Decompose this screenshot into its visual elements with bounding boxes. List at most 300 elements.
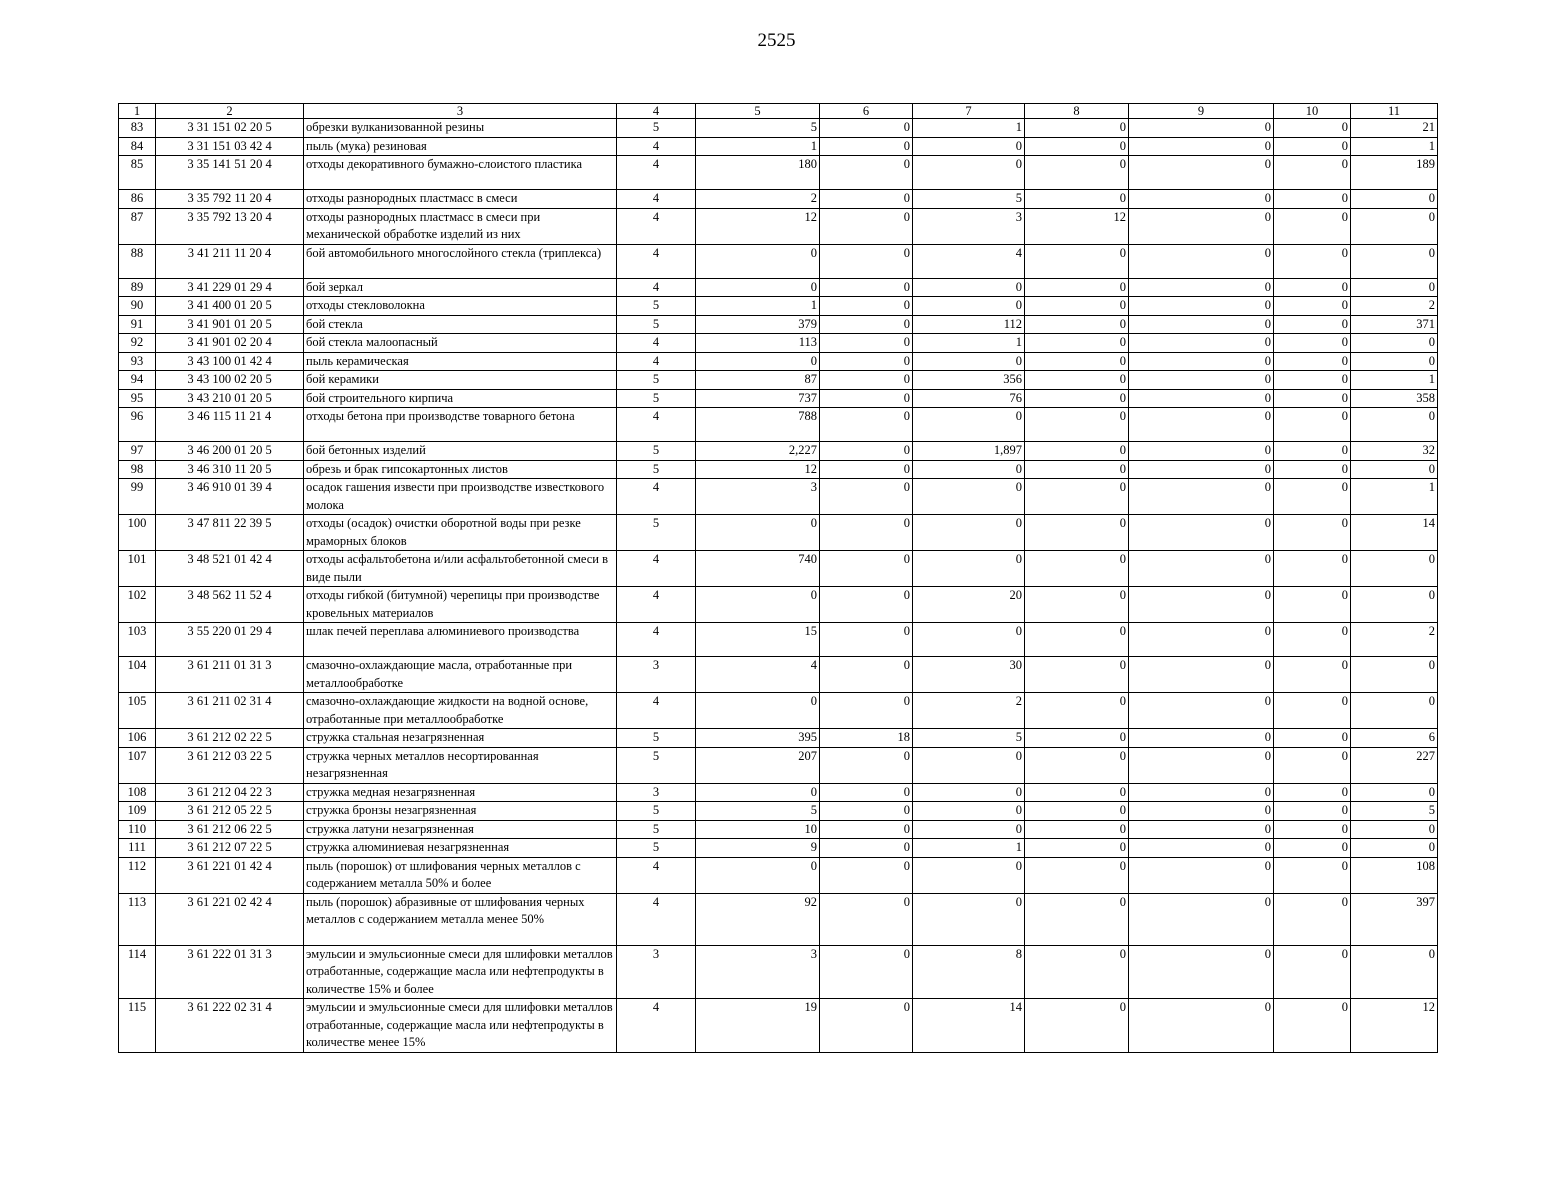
value-cell-9: 0: [1129, 352, 1274, 371]
value-cell-9: 0: [1129, 551, 1274, 587]
waste-name-cell: стружка алюминиевая незагрязненная: [304, 839, 617, 858]
value-cell-7: 14: [913, 999, 1025, 1053]
value-cell-9: 0: [1129, 893, 1274, 945]
value-cell-6: 0: [820, 893, 913, 945]
waste-name-cell: отходы декоративного бумажно-слоистого пластика: [304, 156, 617, 190]
hazard-class-cell: 4: [617, 623, 696, 657]
value-cell-5: 0: [696, 783, 820, 802]
row-number-cell: 111: [119, 839, 156, 858]
waste-name-cell: отходы асфальтобетона и/или асфальтобетонной смеси в виде пыли: [304, 551, 617, 587]
fkko-code-cell: 3 61 221 01 42 4: [156, 857, 304, 893]
value-cell-11: 0: [1351, 460, 1438, 479]
value-cell-8: 0: [1025, 460, 1129, 479]
waste-name-cell: смазочно-охлаждающие жидкости на водной основе, отработанные при металлообработке: [304, 693, 617, 729]
hazard-class-cell: 5: [617, 119, 696, 138]
value-cell-9: 0: [1129, 857, 1274, 893]
value-cell-7: 2: [913, 693, 1025, 729]
value-cell-11: 0: [1351, 945, 1438, 999]
value-cell-10: 0: [1274, 408, 1351, 442]
table-row: [119, 729, 1438, 748]
value-cell-6: 0: [820, 820, 913, 839]
table-row: [119, 190, 1438, 209]
waste-name-cell: бой зеркал: [304, 278, 617, 297]
value-cell-10: 0: [1274, 802, 1351, 821]
table-row: [119, 389, 1438, 408]
value-cell-9: 0: [1129, 747, 1274, 783]
value-cell-7: 0: [913, 137, 1025, 156]
value-cell-7: 5: [913, 729, 1025, 748]
table-row: [119, 515, 1438, 551]
fkko-code-cell: 3 61 212 04 22 3: [156, 783, 304, 802]
value-cell-7: 0: [913, 783, 1025, 802]
value-cell-8: 0: [1025, 820, 1129, 839]
table-row: [119, 479, 1438, 515]
value-cell-11: 6: [1351, 729, 1438, 748]
fkko-code-cell: 3 46 310 11 20 5: [156, 460, 304, 479]
value-cell-5: 740: [696, 551, 820, 587]
value-cell-6: 0: [820, 119, 913, 138]
value-cell-8: 0: [1025, 802, 1129, 821]
value-cell-6: 0: [820, 802, 913, 821]
value-cell-9: 0: [1129, 623, 1274, 657]
waste-name-cell: пыль (мука) резиновая: [304, 137, 617, 156]
value-cell-7: 0: [913, 747, 1025, 783]
value-cell-8: 0: [1025, 747, 1129, 783]
row-number-cell: 88: [119, 244, 156, 278]
value-cell-11: 2: [1351, 623, 1438, 657]
value-cell-9: 0: [1129, 479, 1274, 515]
waste-name-cell: бой автомобильного многослойного стекла (триплекса): [304, 244, 617, 278]
value-cell-11: 0: [1351, 587, 1438, 623]
value-cell-8: 12: [1025, 208, 1129, 244]
waste-name-cell: стружка стальная незагрязненная: [304, 729, 617, 748]
row-number-cell: 91: [119, 315, 156, 334]
hazard-class-cell: 5: [617, 747, 696, 783]
value-cell-11: 1: [1351, 371, 1438, 390]
column-header: 8: [1025, 104, 1129, 119]
fkko-code-cell: 3 41 400 01 20 5: [156, 297, 304, 316]
value-cell-11: 0: [1351, 820, 1438, 839]
value-cell-11: 0: [1351, 190, 1438, 209]
table-row: [119, 371, 1438, 390]
value-cell-9: 0: [1129, 515, 1274, 551]
value-cell-10: 0: [1274, 693, 1351, 729]
value-cell-10: 0: [1274, 783, 1351, 802]
table-row: [119, 623, 1438, 657]
hazard-class-cell: 4: [617, 893, 696, 945]
value-cell-6: 0: [820, 371, 913, 390]
waste-name-cell: отходы бетона при производстве товарного бетона: [304, 408, 617, 442]
hazard-class-cell: 4: [617, 190, 696, 209]
column-header: 1: [119, 104, 156, 119]
value-cell-5: 5: [696, 119, 820, 138]
value-cell-6: 0: [820, 334, 913, 353]
value-cell-7: 1: [913, 119, 1025, 138]
value-cell-6: 0: [820, 839, 913, 858]
value-cell-9: 0: [1129, 334, 1274, 353]
hazard-class-cell: 4: [617, 208, 696, 244]
hazard-class-cell: 4: [617, 693, 696, 729]
hazard-class-cell: 5: [617, 515, 696, 551]
table-row: [119, 999, 1438, 1053]
row-number-cell: 105: [119, 693, 156, 729]
value-cell-9: 0: [1129, 244, 1274, 278]
row-number-cell: 113: [119, 893, 156, 945]
hazard-class-cell: 5: [617, 729, 696, 748]
waste-name-cell: отходы (осадок) очистки оборотной воды при резке мраморных блоков: [304, 515, 617, 551]
value-cell-8: 0: [1025, 515, 1129, 551]
value-cell-8: 0: [1025, 945, 1129, 999]
row-number-cell: 93: [119, 352, 156, 371]
value-cell-10: 0: [1274, 747, 1351, 783]
hazard-class-cell: 5: [617, 389, 696, 408]
value-cell-6: 0: [820, 315, 913, 334]
value-cell-11: 0: [1351, 551, 1438, 587]
value-cell-10: 0: [1274, 729, 1351, 748]
row-number-cell: 104: [119, 657, 156, 693]
row-number-cell: 86: [119, 190, 156, 209]
fkko-code-cell: 3 61 211 02 31 4: [156, 693, 304, 729]
value-cell-7: 0: [913, 408, 1025, 442]
fkko-code-cell: 3 61 211 01 31 3: [156, 657, 304, 693]
value-cell-10: 0: [1274, 334, 1351, 353]
value-cell-11: 0: [1351, 334, 1438, 353]
value-cell-8: 0: [1025, 334, 1129, 353]
value-cell-11: 0: [1351, 244, 1438, 278]
table-row: [119, 945, 1438, 999]
value-cell-9: 0: [1129, 156, 1274, 190]
value-cell-7: 76: [913, 389, 1025, 408]
row-number-cell: 107: [119, 747, 156, 783]
hazard-class-cell: 5: [617, 820, 696, 839]
value-cell-8: 0: [1025, 729, 1129, 748]
table-row: [119, 551, 1438, 587]
waste-name-cell: бой бетонных изделий: [304, 442, 617, 461]
value-cell-8: 0: [1025, 297, 1129, 316]
value-cell-8: 0: [1025, 389, 1129, 408]
value-cell-7: 0: [913, 297, 1025, 316]
fkko-code-cell: 3 41 211 11 20 4: [156, 244, 304, 278]
value-cell-10: 0: [1274, 999, 1351, 1053]
value-cell-6: 0: [820, 657, 913, 693]
value-cell-11: 227: [1351, 747, 1438, 783]
row-number-cell: 114: [119, 945, 156, 999]
value-cell-11: 0: [1351, 408, 1438, 442]
fkko-code-cell: 3 55 220 01 29 4: [156, 623, 304, 657]
hazard-class-cell: 4: [617, 137, 696, 156]
table-row: [119, 802, 1438, 821]
value-cell-10: 0: [1274, 389, 1351, 408]
row-number-cell: 89: [119, 278, 156, 297]
hazard-class-cell: 5: [617, 839, 696, 858]
value-cell-9: 0: [1129, 208, 1274, 244]
fkko-code-cell: 3 31 151 02 20 5: [156, 119, 304, 138]
value-cell-6: 0: [820, 587, 913, 623]
value-cell-9: 0: [1129, 297, 1274, 316]
column-header: 9: [1129, 104, 1274, 119]
column-header: 4: [617, 104, 696, 119]
value-cell-7: 1: [913, 839, 1025, 858]
value-cell-5: 1: [696, 297, 820, 316]
row-number-cell: 97: [119, 442, 156, 461]
value-cell-7: 0: [913, 623, 1025, 657]
fkko-code-cell: 3 61 222 01 31 3: [156, 945, 304, 999]
fkko-code-cell: 3 46 115 11 21 4: [156, 408, 304, 442]
waste-table: [118, 103, 1438, 1053]
value-cell-10: 0: [1274, 244, 1351, 278]
value-cell-9: 0: [1129, 371, 1274, 390]
value-cell-11: 1: [1351, 137, 1438, 156]
waste-name-cell: эмульсии и эмульсионные смеси для шлифовки металлов отработанные, содержащие масла или нефтепродукты в количестве менее 15%: [304, 999, 617, 1053]
value-cell-9: 0: [1129, 693, 1274, 729]
value-cell-11: 0: [1351, 657, 1438, 693]
value-cell-8: 0: [1025, 371, 1129, 390]
waste-name-cell: бой керамики: [304, 371, 617, 390]
value-cell-9: 0: [1129, 408, 1274, 442]
value-cell-11: 21: [1351, 119, 1438, 138]
table-row: [119, 334, 1438, 353]
hazard-class-cell: 4: [617, 352, 696, 371]
value-cell-6: 0: [820, 747, 913, 783]
value-cell-11: 0: [1351, 839, 1438, 858]
row-number-cell: 96: [119, 408, 156, 442]
waste-name-cell: пыль (порошок) от шлифования черных металлов с содержанием металла 50% и более: [304, 857, 617, 893]
value-cell-6: 0: [820, 783, 913, 802]
value-cell-9: 0: [1129, 389, 1274, 408]
value-cell-8: 0: [1025, 137, 1129, 156]
value-cell-8: 0: [1025, 156, 1129, 190]
value-cell-11: 32: [1351, 442, 1438, 461]
value-cell-9: 0: [1129, 587, 1274, 623]
value-cell-10: 0: [1274, 352, 1351, 371]
value-cell-11: 189: [1351, 156, 1438, 190]
value-cell-7: 4: [913, 244, 1025, 278]
waste-name-cell: смазочно-охлаждающие масла, отработанные при металлообработке: [304, 657, 617, 693]
value-cell-6: 0: [820, 156, 913, 190]
waste-name-cell: эмульсии и эмульсионные смеси для шлифовки металлов отработанные, содержащие масла или нефтепродукты в количестве 15% и более: [304, 945, 617, 999]
value-cell-5: 0: [696, 857, 820, 893]
value-cell-10: 0: [1274, 657, 1351, 693]
fkko-code-cell: 3 35 792 11 20 4: [156, 190, 304, 209]
column-header: 3: [304, 104, 617, 119]
fkko-code-cell: 3 61 212 05 22 5: [156, 802, 304, 821]
hazard-class-cell: 4: [617, 408, 696, 442]
value-cell-11: 0: [1351, 352, 1438, 371]
value-cell-11: 12: [1351, 999, 1438, 1053]
value-cell-11: 0: [1351, 693, 1438, 729]
table-row: [119, 893, 1438, 945]
hazard-class-cell: 4: [617, 551, 696, 587]
value-cell-5: 3: [696, 479, 820, 515]
table-row: [119, 208, 1438, 244]
value-cell-7: 5: [913, 190, 1025, 209]
value-cell-8: 0: [1025, 693, 1129, 729]
value-cell-5: 2,227: [696, 442, 820, 461]
value-cell-5: 0: [696, 244, 820, 278]
value-cell-8: 0: [1025, 244, 1129, 278]
fkko-code-cell: 3 61 212 03 22 5: [156, 747, 304, 783]
value-cell-6: 0: [820, 408, 913, 442]
value-cell-5: 9: [696, 839, 820, 858]
value-cell-8: 0: [1025, 190, 1129, 209]
value-cell-8: 0: [1025, 857, 1129, 893]
row-number-cell: 94: [119, 371, 156, 390]
value-cell-11: 1: [1351, 479, 1438, 515]
column-header: 2: [156, 104, 304, 119]
value-cell-6: 0: [820, 190, 913, 209]
value-cell-11: 5: [1351, 802, 1438, 821]
value-cell-5: 19: [696, 999, 820, 1053]
value-cell-5: 5: [696, 802, 820, 821]
value-cell-7: 112: [913, 315, 1025, 334]
table-row: [119, 278, 1438, 297]
value-cell-7: 0: [913, 156, 1025, 190]
value-cell-6: 0: [820, 479, 913, 515]
value-cell-5: 0: [696, 587, 820, 623]
row-number-cell: 106: [119, 729, 156, 748]
column-header: 11: [1351, 104, 1438, 119]
value-cell-10: 0: [1274, 551, 1351, 587]
value-cell-7: 0: [913, 460, 1025, 479]
value-cell-7: 0: [913, 802, 1025, 821]
hazard-class-cell: 4: [617, 278, 696, 297]
value-cell-8: 0: [1025, 657, 1129, 693]
value-cell-10: 0: [1274, 515, 1351, 551]
value-cell-11: 358: [1351, 389, 1438, 408]
value-cell-10: 0: [1274, 371, 1351, 390]
fkko-code-cell: 3 43 100 01 42 4: [156, 352, 304, 371]
value-cell-5: 207: [696, 747, 820, 783]
hazard-class-cell: 4: [617, 244, 696, 278]
row-number-cell: 100: [119, 515, 156, 551]
value-cell-8: 0: [1025, 278, 1129, 297]
column-header: 5: [696, 104, 820, 119]
table-row: [119, 119, 1438, 138]
value-cell-6: 0: [820, 460, 913, 479]
table-row: [119, 137, 1438, 156]
value-cell-10: 0: [1274, 442, 1351, 461]
value-cell-6: 0: [820, 389, 913, 408]
value-cell-8: 0: [1025, 408, 1129, 442]
value-cell-5: 0: [696, 352, 820, 371]
fkko-code-cell: 3 47 811 22 39 5: [156, 515, 304, 551]
value-cell-8: 0: [1025, 623, 1129, 657]
fkko-code-cell: 3 61 212 02 22 5: [156, 729, 304, 748]
value-cell-5: 4: [696, 657, 820, 693]
fkko-code-cell: 3 31 151 03 42 4: [156, 137, 304, 156]
fkko-code-cell: 3 43 100 02 20 5: [156, 371, 304, 390]
value-cell-6: 0: [820, 244, 913, 278]
value-cell-6: 0: [820, 551, 913, 587]
row-number-cell: 109: [119, 802, 156, 821]
value-cell-7: 356: [913, 371, 1025, 390]
table-row: [119, 297, 1438, 316]
waste-name-cell: бой стекла малоопасный: [304, 334, 617, 353]
value-cell-11: 108: [1351, 857, 1438, 893]
value-cell-8: 0: [1025, 893, 1129, 945]
value-cell-8: 0: [1025, 551, 1129, 587]
value-cell-10: 0: [1274, 820, 1351, 839]
value-cell-5: 0: [696, 515, 820, 551]
row-number-cell: 108: [119, 783, 156, 802]
waste-name-cell: стружка бронзы незагрязненная: [304, 802, 617, 821]
row-number-cell: 115: [119, 999, 156, 1053]
row-number-cell: 90: [119, 297, 156, 316]
column-header: 10: [1274, 104, 1351, 119]
value-cell-5: 15: [696, 623, 820, 657]
value-cell-11: 0: [1351, 208, 1438, 244]
hazard-class-cell: 5: [617, 460, 696, 479]
value-cell-9: 0: [1129, 190, 1274, 209]
value-cell-7: 0: [913, 820, 1025, 839]
waste-name-cell: осадок гашения извести при производстве известкового молока: [304, 479, 617, 515]
value-cell-7: 30: [913, 657, 1025, 693]
value-cell-7: 20: [913, 587, 1025, 623]
hazard-class-cell: 4: [617, 156, 696, 190]
table-row: [119, 839, 1438, 858]
hazard-class-cell: 5: [617, 315, 696, 334]
waste-name-cell: обрезь и брак гипсокартонных листов: [304, 460, 617, 479]
value-cell-6: 0: [820, 208, 913, 244]
value-cell-10: 0: [1274, 623, 1351, 657]
value-cell-10: 0: [1274, 460, 1351, 479]
value-cell-9: 0: [1129, 820, 1274, 839]
value-cell-7: 1,897: [913, 442, 1025, 461]
value-cell-6: 0: [820, 137, 913, 156]
value-cell-5: 12: [696, 460, 820, 479]
value-cell-11: 14: [1351, 515, 1438, 551]
waste-name-cell: бой стекла: [304, 315, 617, 334]
value-cell-5: 379: [696, 315, 820, 334]
table-row: [119, 244, 1438, 278]
value-cell-8: 0: [1025, 315, 1129, 334]
value-cell-5: 0: [696, 278, 820, 297]
value-cell-7: 0: [913, 515, 1025, 551]
row-number-cell: 99: [119, 479, 156, 515]
value-cell-5: 180: [696, 156, 820, 190]
hazard-class-cell: 3: [617, 783, 696, 802]
waste-name-cell: стружка черных металлов несортированная незагрязненная: [304, 747, 617, 783]
value-cell-9: 0: [1129, 729, 1274, 748]
value-cell-9: 0: [1129, 839, 1274, 858]
waste-name-cell: обрезки вулканизованной резины: [304, 119, 617, 138]
value-cell-7: 0: [913, 479, 1025, 515]
value-cell-10: 0: [1274, 208, 1351, 244]
value-cell-9: 0: [1129, 783, 1274, 802]
row-number-cell: 101: [119, 551, 156, 587]
value-cell-8: 0: [1025, 352, 1129, 371]
fkko-code-cell: 3 41 229 01 29 4: [156, 278, 304, 297]
value-cell-5: 3: [696, 945, 820, 999]
value-cell-8: 0: [1025, 479, 1129, 515]
value-cell-7: 0: [913, 352, 1025, 371]
value-cell-6: 0: [820, 857, 913, 893]
row-number-cell: 92: [119, 334, 156, 353]
value-cell-6: 18: [820, 729, 913, 748]
table-row: [119, 315, 1438, 334]
hazard-class-cell: 4: [617, 999, 696, 1053]
value-cell-7: 8: [913, 945, 1025, 999]
value-cell-9: 0: [1129, 137, 1274, 156]
value-cell-11: 2: [1351, 297, 1438, 316]
table-row: [119, 657, 1438, 693]
value-cell-10: 0: [1274, 839, 1351, 858]
table-row: [119, 156, 1438, 190]
value-cell-6: 0: [820, 278, 913, 297]
hazard-class-cell: 4: [617, 334, 696, 353]
waste-name-cell: отходы разнородных пластмасс в смеси при механической обработке изделий из них: [304, 208, 617, 244]
value-cell-5: 87: [696, 371, 820, 390]
